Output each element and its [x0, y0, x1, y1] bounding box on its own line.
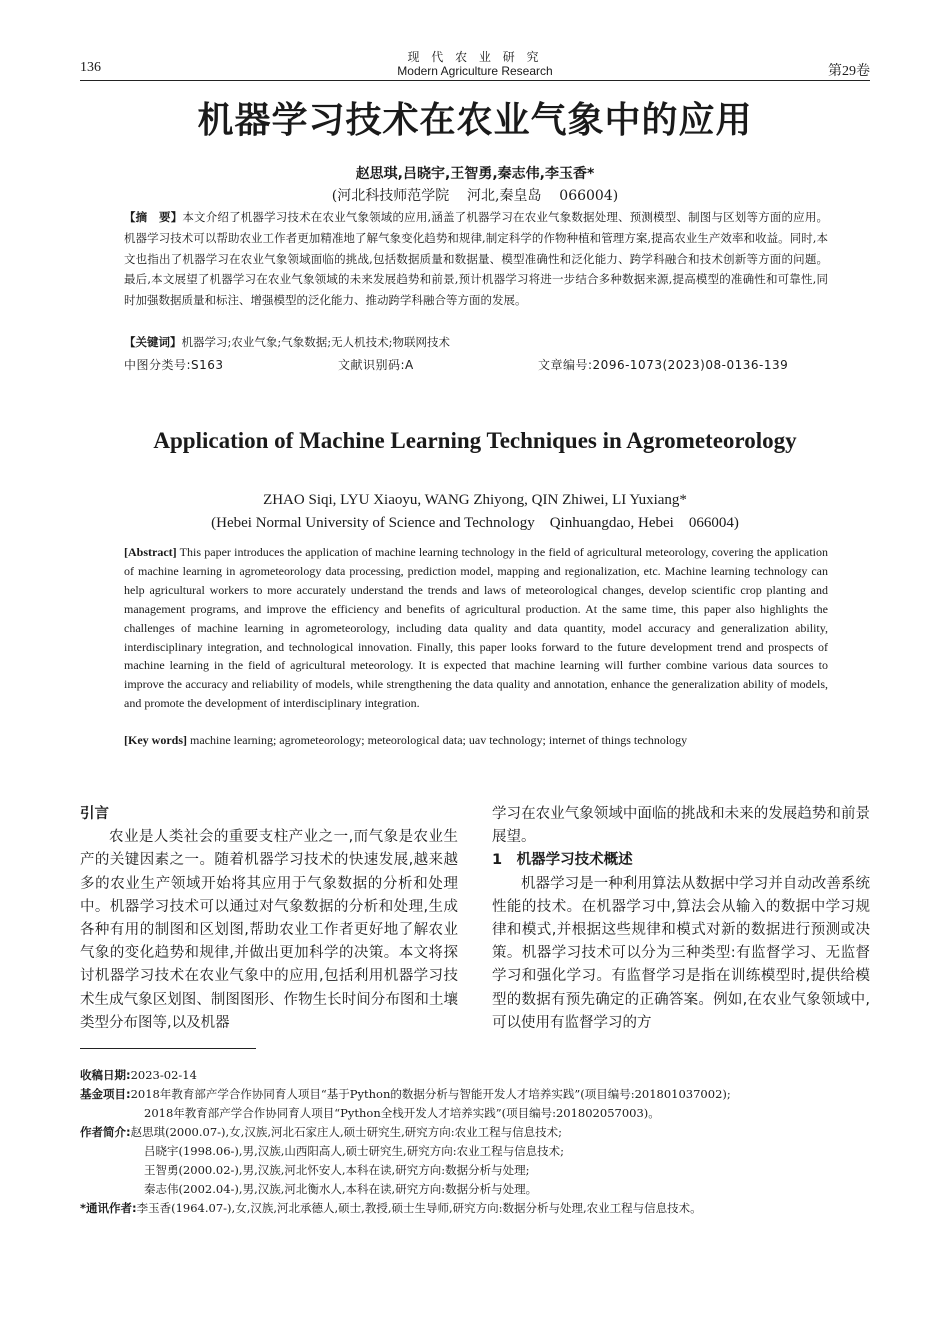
affiliation-cn: (河北科技师范学院 河北,秦皇岛 066004) [331, 188, 619, 204]
paper-title-en: Application of Machine Learning Techniques in Agrometeorology [153, 428, 797, 453]
author-bio-4: 秦志伟(2002.04-),男,汉族,河北衡水人,本科在读,研究方向:数据分析与处理。 [144, 1182, 538, 1196]
body-column-right [492, 803, 870, 1035]
fund-item-1: 2018年教育部产学合作协同育人项目“基于Python的数据分析与智能开发人才培养实践”(项目编号:201801037002); [130, 1087, 731, 1101]
fund-item-2: 2018年教育部产学合作协同育人项目“Python全栈开发人才培养实践”(项目编号:201802057003)。 [144, 1106, 660, 1120]
keywords-cn [124, 332, 828, 353]
keywords-en-label: [Key words] [124, 733, 187, 747]
volume-label: 第29卷 [828, 64, 870, 79]
document-code: 文献识别码:A [338, 358, 414, 372]
footnotes [80, 1066, 880, 1218]
section-heading-intro: 引言 [80, 806, 109, 822]
received-label: 收稿日期: [80, 1068, 131, 1082]
authors-en: ZHAO Siqi, LYU Xiaoyu, WANG Zhiyong, QIN Zhiwei, LI Yuxiang* [263, 492, 687, 508]
affiliation-en: (Hebei Normal University of Science and Technology Qinhuangdao, Hebei 066004) [211, 515, 739, 531]
journal-title-cn: 现 代 农 业 研 究 [407, 50, 543, 64]
corresponding-author: 李玉香(1964.07-),女,汉族,河北承德人,硕士,教授,硕士生导师,研究方向:数据分析与处理,农业工程与信息技术。 [136, 1201, 702, 1215]
abstract-cn [124, 207, 828, 311]
body-column-left [80, 803, 458, 1035]
corresponding-label: *通讯作者: [80, 1201, 137, 1215]
paper-title-cn: 机器学习技术在农业气象中的应用 [197, 100, 753, 141]
authors-cn: 赵思琪,吕晓宇,王智勇,秦志伟,李玉香* [355, 166, 595, 182]
section-heading-1: 1 机器学习技术概述 [492, 852, 633, 869]
keywords-cn-text: 机器学习;农业气象;气象数据;无人机技术;物联网技术 [181, 335, 450, 349]
article-number: 文章编号:2096-1073(2023)08-0136-139 [538, 358, 789, 372]
intro-paragraph: 农业是人类社会的重要支柱产业之一,而气象是农业生产的关键因素之一。随着机器学习技术的快速发展,越来越多的农业生产领域开始将其应用于气象数据的分析和处理中。机器学习技术可以通过对气象数据的分析和处理,生成各种有用的制图和区划图,帮助农业工作者更好地了解农业气象的变化趋势和规律,并做出更加科学的决策。本文将探讨机器学习技术在农业气象中的应用,包括利用机器学习技术生成气象区划图、制图图形、作物生长时间分布图和土壤类型分布图等,以及机器 [80, 829, 458, 1031]
fund-label: 基金项目: [80, 1087, 131, 1101]
footnote-divider [80, 1048, 256, 1049]
abstract-en-label: [Abstract] [124, 545, 177, 559]
author-bio-1: 赵思琪(2000.07-),女,汉族,河北石家庄人,硕士研究生,研究方向:农业工程与信息技术; [130, 1125, 563, 1139]
author-bio-3: 王智勇(2000.02-),男,汉族,河北怀安人,本科在读,研究方向:数据分析与处理; [144, 1163, 530, 1177]
received-date: 2023-02-14 [130, 1068, 197, 1082]
abstract-en-text: This paper introduces the application of machine learning technology in the field of agricultural meteorology, covering the application of machine learning in agrometeorology data processing, prediction model, mapping and regionalization, etc. Machine learning technology can help agricultural workers to more accurately understand the trends and laws of meteorological changes, develop scientific crop planting and management programs, and improve the efficiency and benefits of agricultural production. At the same time, this paper also highlights the challenges of machine learning in agrometeorology, including data quality and data quantity, model accuracy and generalization ability, interdisciplinary integration, and technological innovation. Finally, this paper looks forward to the future development trend and prospects of machine learning in the field of agricultural meteorology. It is expected that machine learning will further combine various data sources to improve the accuracy and reliability of models, while strengthening the data quality and annotation, enhance the generalization ability of models, and promote the development of interdisciplinary integration. [124, 545, 828, 711]
header-divider [80, 80, 870, 81]
abstract-cn-label: 【摘 要】 [124, 210, 183, 224]
keywords-en-text: machine learning; agrometeorology; meteorological data; uav technology; internet of things technology [187, 733, 688, 747]
keywords-cn-label: 【关键词】 [124, 335, 182, 349]
section-1-paragraph: 机器学习是一种利用算法从数据中学习并自动改善系统性能的技术。在机器学习中,算法会从输入的数据中学习规律和模式,并根据这些规律和模式对新的数据进行预测或决策。机器学习技术可以分为三种类型:有监督学习、无监督学习和强化学习。有监督学习是指在训练模型时,提供给模型的数据有预先确定的正确答案。例如,在农业气象领域中,可以使用有监督学习的方 [492, 875, 870, 1031]
keywords-en [124, 733, 828, 748]
author-bio-2: 吕晓宇(1998.06-),男,汉族,山西阳高人,硕士研究生,研究方向:农业工程与信息技术; [144, 1144, 564, 1158]
intro-paragraph-continued: 学习在农业气象领域中面临的挑战和未来的发展趋势和前景展望。 [492, 806, 870, 846]
abstract-cn-text: 本文介绍了机器学习技术在农业气象领域的应用,涵盖了机器学习在农业气象数据处理、预测模型、制图与区划等方面的应用。机器学习技术可以帮助农业工作者更加精准地了解气象变化趋势和规律,制定科学的作物种植和管理方案,提高农业生产效率和收益。同时,本文也指出了机器学习在农业气象领域面临的挑战,包括数据质量和数据量、模型准确性和泛化能力、跨学科融合和技术创新等方面的问题。最后,本文展望了机器学习在农业气象领域的未来发展趋势和前景,预计机器学习将进一步结合多种数据来源,提高模型的准确性和可靠性,同时加强数据质量和标注、增强模型的泛化能力、推动跨学科融合等方面的发展。 [124, 210, 829, 308]
page-number: 136 [80, 60, 101, 75]
clc-number: 中图分类号:S163 [124, 358, 224, 372]
bio-label: 作者简介: [80, 1125, 131, 1139]
abstract-en [124, 543, 828, 713]
journal-title-en: Modern Agriculture Research [397, 64, 553, 78]
